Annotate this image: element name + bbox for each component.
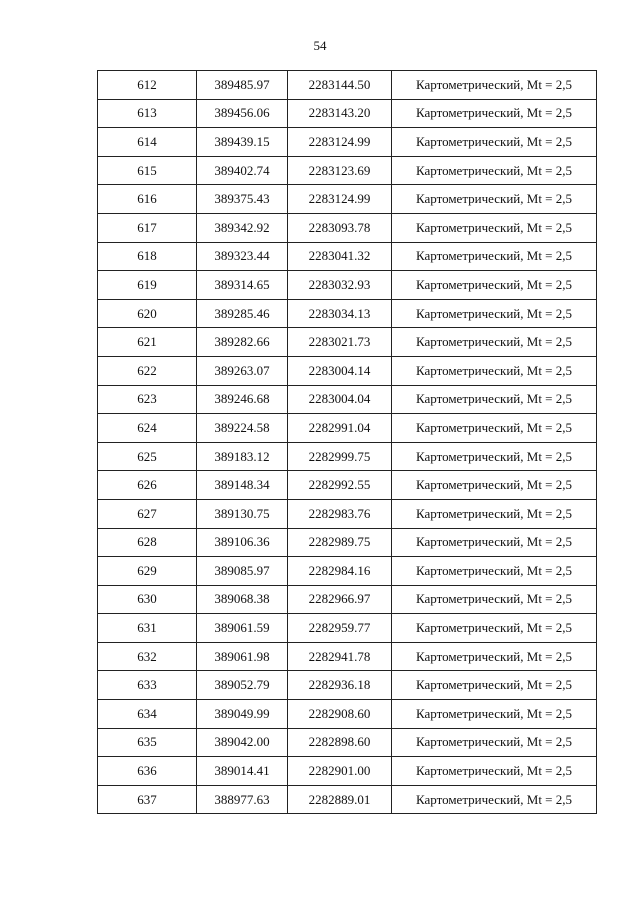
point-number-cell: 634 [98,700,197,729]
method-cell: Картометрический, Mt = 2,5 [392,585,597,614]
x-coordinate-cell: 389049.99 [197,700,288,729]
y-coordinate-cell: 2283034.13 [288,299,392,328]
point-number-cell: 621 [98,328,197,357]
point-number-cell: 622 [98,356,197,385]
method-cell: Картометрический, Mt = 2,5 [392,642,597,671]
method-cell: Картометрический, Mt = 2,5 [392,185,597,214]
point-number-cell: 620 [98,299,197,328]
x-coordinate-cell: 389052.79 [197,671,288,700]
table-row [98,385,597,414]
table-row [98,213,597,242]
x-coordinate-cell: 389068.38 [197,585,288,614]
x-coordinate-cell: 389106.36 [197,528,288,557]
table-row [98,614,597,643]
method-cell: Картометрический, Mt = 2,5 [392,356,597,385]
x-coordinate-cell: 389323.44 [197,242,288,271]
x-coordinate-cell: 389042.00 [197,728,288,757]
table-row [98,299,597,328]
point-number-cell: 612 [98,71,197,100]
x-coordinate-cell: 389061.59 [197,614,288,643]
point-number-cell: 616 [98,185,197,214]
x-coordinate-cell: 389183.12 [197,442,288,471]
method-cell: Картометрический, Mt = 2,5 [392,785,597,814]
point-number-cell: 637 [98,785,197,814]
method-cell: Картометрический, Mt = 2,5 [392,299,597,328]
method-cell: Картометрический, Mt = 2,5 [392,671,597,700]
x-coordinate-cell: 389224.58 [197,414,288,443]
table-row [98,71,597,100]
x-coordinate-cell: 389375.43 [197,185,288,214]
y-coordinate-cell: 2283123.69 [288,156,392,185]
point-number-cell: 632 [98,642,197,671]
x-coordinate-cell: 389148.34 [197,471,288,500]
method-cell: Картометрический, Mt = 2,5 [392,700,597,729]
y-coordinate-cell: 2283004.04 [288,385,392,414]
method-cell: Картометрический, Mt = 2,5 [392,213,597,242]
y-coordinate-cell: 2283041.32 [288,242,392,271]
table-row [98,471,597,500]
y-coordinate-cell: 2283144.50 [288,71,392,100]
y-coordinate-cell: 2283124.99 [288,185,392,214]
method-cell: Картометрический, Mt = 2,5 [392,385,597,414]
table-row [98,185,597,214]
x-coordinate-cell: 389130.75 [197,499,288,528]
method-cell: Картометрический, Mt = 2,5 [392,499,597,528]
table-row [98,785,597,814]
point-number-cell: 629 [98,557,197,586]
point-number-cell: 635 [98,728,197,757]
method-cell: Картометрический, Mt = 2,5 [392,414,597,443]
method-cell: Картометрический, Mt = 2,5 [392,614,597,643]
y-coordinate-cell: 2282936.18 [288,671,392,700]
table-row [98,328,597,357]
y-coordinate-cell: 2282901.00 [288,757,392,786]
x-coordinate-cell: 388977.63 [197,785,288,814]
table-row [98,728,597,757]
point-number-cell: 619 [98,271,197,300]
y-coordinate-cell: 2283124.99 [288,128,392,157]
x-coordinate-cell: 389456.06 [197,99,288,128]
table-row [98,414,597,443]
point-number-cell: 618 [98,242,197,271]
table-row [98,557,597,586]
table-row [98,642,597,671]
table-row [98,242,597,271]
point-number-cell: 625 [98,442,197,471]
y-coordinate-cell: 2282984.16 [288,557,392,586]
table-row [98,99,597,128]
method-cell: Картометрический, Mt = 2,5 [392,442,597,471]
coordinates-table [97,70,597,814]
method-cell: Картометрический, Mt = 2,5 [392,328,597,357]
x-coordinate-cell: 389439.15 [197,128,288,157]
y-coordinate-cell: 2283093.78 [288,213,392,242]
table-row [98,128,597,157]
point-number-cell: 617 [98,213,197,242]
method-cell: Картометрический, Mt = 2,5 [392,156,597,185]
x-coordinate-cell: 389485.97 [197,71,288,100]
method-cell: Картометрический, Mt = 2,5 [392,99,597,128]
method-cell: Картометрический, Mt = 2,5 [392,528,597,557]
point-number-cell: 624 [98,414,197,443]
coordinates-table-body [98,71,597,814]
table-row [98,271,597,300]
x-coordinate-cell: 389246.68 [197,385,288,414]
table-row [98,356,597,385]
method-cell: Картометрический, Mt = 2,5 [392,242,597,271]
x-coordinate-cell: 389402.74 [197,156,288,185]
point-number-cell: 626 [98,471,197,500]
point-number-cell: 630 [98,585,197,614]
method-cell: Картометрический, Mt = 2,5 [392,128,597,157]
y-coordinate-cell: 2282966.97 [288,585,392,614]
x-coordinate-cell: 389014.41 [197,757,288,786]
table-row [98,499,597,528]
x-coordinate-cell: 389314.65 [197,271,288,300]
y-coordinate-cell: 2282992.55 [288,471,392,500]
y-coordinate-cell: 2282941.78 [288,642,392,671]
point-number-cell: 614 [98,128,197,157]
y-coordinate-cell: 2283032.93 [288,271,392,300]
y-coordinate-cell: 2282889.01 [288,785,392,814]
point-number-cell: 631 [98,614,197,643]
y-coordinate-cell: 2282999.75 [288,442,392,471]
y-coordinate-cell: 2283143.20 [288,99,392,128]
page-number: 54 [313,38,327,53]
table-row [98,442,597,471]
table-row [98,671,597,700]
point-number-cell: 628 [98,528,197,557]
point-number-cell: 613 [98,99,197,128]
table-row [98,757,597,786]
table-row [98,156,597,185]
y-coordinate-cell: 2282989.75 [288,528,392,557]
x-coordinate-cell: 389263.07 [197,356,288,385]
point-number-cell: 623 [98,385,197,414]
table-row [98,528,597,557]
method-cell: Картометрический, Mt = 2,5 [392,271,597,300]
point-number-cell: 627 [98,499,197,528]
y-coordinate-cell: 2282991.04 [288,414,392,443]
method-cell: Картометрический, Mt = 2,5 [392,728,597,757]
method-cell: Картометрический, Mt = 2,5 [392,757,597,786]
x-coordinate-cell: 389342.92 [197,213,288,242]
point-number-cell: 636 [98,757,197,786]
method-cell: Картометрический, Mt = 2,5 [392,557,597,586]
x-coordinate-cell: 389061.98 [197,642,288,671]
point-number-cell: 615 [98,156,197,185]
x-coordinate-cell: 389282.66 [197,328,288,357]
y-coordinate-cell: 2283021.73 [288,328,392,357]
point-number-cell: 633 [98,671,197,700]
x-coordinate-cell: 389285.46 [197,299,288,328]
method-cell: Картометрический, Mt = 2,5 [392,71,597,100]
table-row [98,700,597,729]
table-row [98,585,597,614]
y-coordinate-cell: 2282898.60 [288,728,392,757]
y-coordinate-cell: 2282908.60 [288,700,392,729]
y-coordinate-cell: 2282983.76 [288,499,392,528]
method-cell: Картометрический, Mt = 2,5 [392,471,597,500]
x-coordinate-cell: 389085.97 [197,557,288,586]
y-coordinate-cell: 2283004.14 [288,356,392,385]
y-coordinate-cell: 2282959.77 [288,614,392,643]
